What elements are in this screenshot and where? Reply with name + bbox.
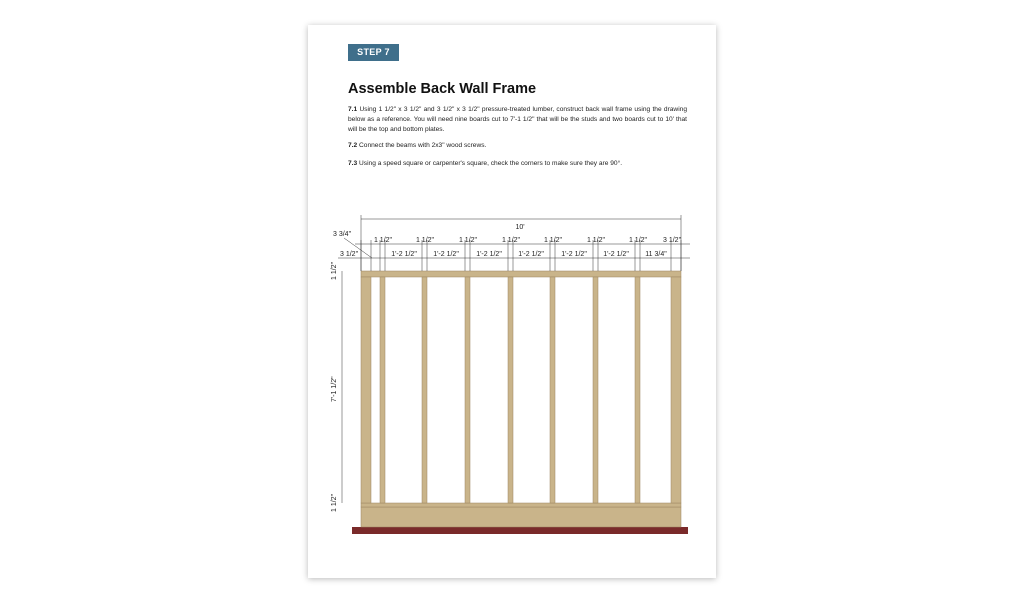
stud-width-label: 1 1/2" (373, 237, 393, 244)
right-end-label: 3 1/2" (663, 237, 682, 244)
last-spacing-label: 11 3/4" (645, 251, 667, 258)
bottom-plate (361, 503, 681, 507)
top-plate (361, 271, 681, 277)
top-plate-height-label: 1 1/2" (331, 261, 338, 280)
stud-height-label: 7'-1 1/2" (331, 376, 338, 402)
stud-width-label: 1 1/2" (501, 237, 521, 244)
page-title: Assemble Back Wall Frame (348, 81, 537, 97)
overall-width-label: 10' (515, 224, 525, 231)
stud-width-label: 1 1/2" (543, 237, 563, 244)
step-number: 7.2 (348, 142, 358, 149)
stud (380, 277, 385, 503)
stud (465, 277, 470, 503)
stud (508, 277, 513, 503)
step-text: Using a speed square or carpenter's square, check the corners to make sure they are 90°. (359, 160, 623, 167)
foundation-strip (352, 527, 688, 534)
frame (352, 271, 688, 534)
bottom-plate-height-label: 1 1/2" (331, 493, 338, 512)
stud (635, 277, 640, 503)
stud (422, 277, 427, 503)
step-badge: STEP 7 (348, 44, 399, 61)
stud-width-label: 1 1/2" (458, 237, 478, 244)
left-end-label: 3 1/2" (340, 251, 359, 258)
spacing-label: 1'-2 1/2" (391, 251, 417, 258)
step-text: Using 1 1/2" x 3 1/2" and 3 1/2" x 3 1/2" pressure-treated lumber, construct back wall frame using the drawing below as a reference. You will need nine boards cut to 7'-1 1/2" that will be the studs and two boards cut to 10' that will be the top and bottom plates. (348, 106, 687, 133)
spacing-label: 1'-2 1/2" (561, 251, 587, 258)
stud (593, 277, 598, 503)
step-number: 7.3 (348, 160, 358, 167)
stud (550, 277, 555, 503)
stud (361, 277, 371, 503)
step-text: Connect the beams with 2x3" wood screws. (359, 142, 487, 149)
bottom-sill (361, 507, 681, 527)
stud-width-label: 1 1/2" (415, 237, 435, 244)
step-number: 7.1 (348, 106, 358, 113)
stud-width-label: 1 1/2" (586, 237, 606, 244)
left-offset-label: 3 3/4" (333, 231, 352, 238)
spacing-label: 1'-2 1/2" (476, 251, 502, 258)
stud (671, 277, 681, 503)
stud-width-label: 1 1/2" (628, 237, 648, 244)
spacing-label: 1'-2 1/2" (433, 251, 459, 258)
spacing-label: 1'-2 1/2" (603, 251, 629, 258)
spacing-label: 1'-2 1/2" (518, 251, 544, 258)
